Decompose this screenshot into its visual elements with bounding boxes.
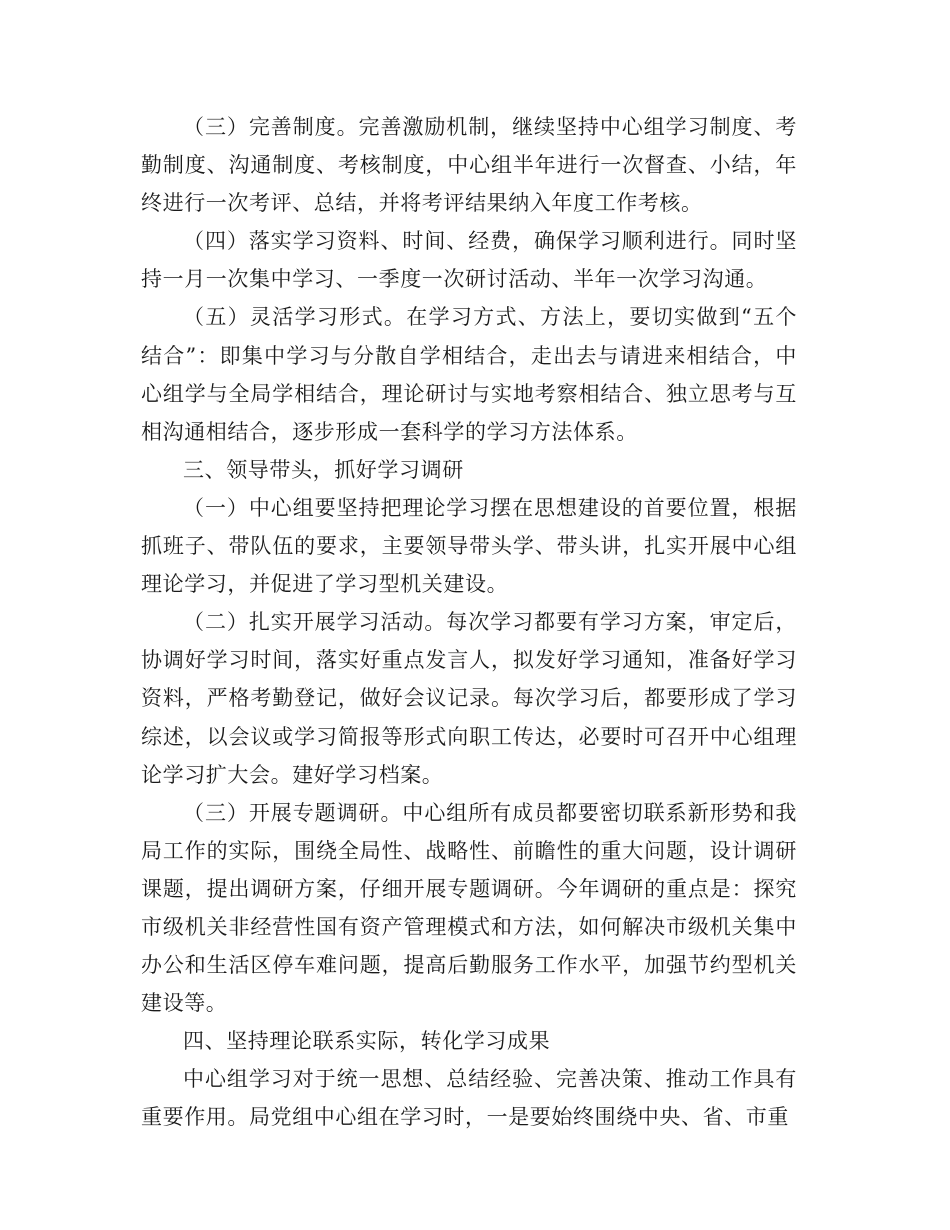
paragraph-study-activities: （二）扎实开展学习活动。每次学习都要有学习方案，审定后，协调好学习时间，落实好重点发言人，拟发好学习通知，准备好学习资料，严格考勤登记，做好会议记录。每次学习后，都要形成了学习综述，以会议或学习简报等形式向职工传达，必要时可召开中心组理论学习扩大会。建好学习档案。	[141, 610, 797, 787]
paragraph-special-research: （三）开展专题调研。中心组所有成员都要密切联系新形势和我局工作的实际，围绕全局性、战略性、前瞻性的重大问题，设计调研课题，提出调研方案，仔细开展专题调研。今年调研的重点是：探究市级机关非经营性国有资产管理模式和方法，如何解决市级机关集中办公和生活区停车难问题，提高后勤服务工作水平，加强节约型机关建设等。	[141, 800, 797, 1016]
section-heading-theory-practice: 四、坚持理论联系实际，转化学习成果	[183, 1029, 551, 1054]
paragraph-theory-study: （一）中心组要坚持把理论学习摆在思想建设的首要位置，根据抓班子、带队伍的要求，主要领导带头学、带头讲，扎实开展中心组理论学习，并促进了学习型机关建设。	[141, 495, 797, 597]
paragraph-implement-resources: （四）落实学习资料、时间、经费，确保学习顺利进行。同时坚持一月一次集中学习、一季度一次研讨活动、半年一次学习沟通。	[141, 229, 797, 292]
section-heading-leadership: 三、领导带头，抓好学习调研	[183, 457, 464, 482]
paragraph-central-group-study: 中心组学习对于统一思想、总结经验、完善决策、推动工作具有重要作用。局党组中心组在学习时，一是要始终围绕中央、省、市重	[141, 1067, 797, 1130]
paragraph-perfect-system: （三）完善制度。完善激励机制，继续坚持中心组学习制度、考勤制度、沟通制度、考核制度，中心组半年进行一次督查、小结，年终进行一次考评、总结，并将考评结果纳入年度工作考核。	[141, 115, 797, 216]
document-page	[141, 108, 797, 1137]
paragraph-flexible-forms: （五）灵活学习形式。在学习方式、方法上，要切实做到“五个结合”：即集中学习与分散自学相结合，走出去与请进来相结合，中心组学与全局学相结合，理论研讨与实地考察相结合、独立思考与互相沟通相结合，逐步形成一套科学的学习方法体系。	[141, 305, 797, 444]
